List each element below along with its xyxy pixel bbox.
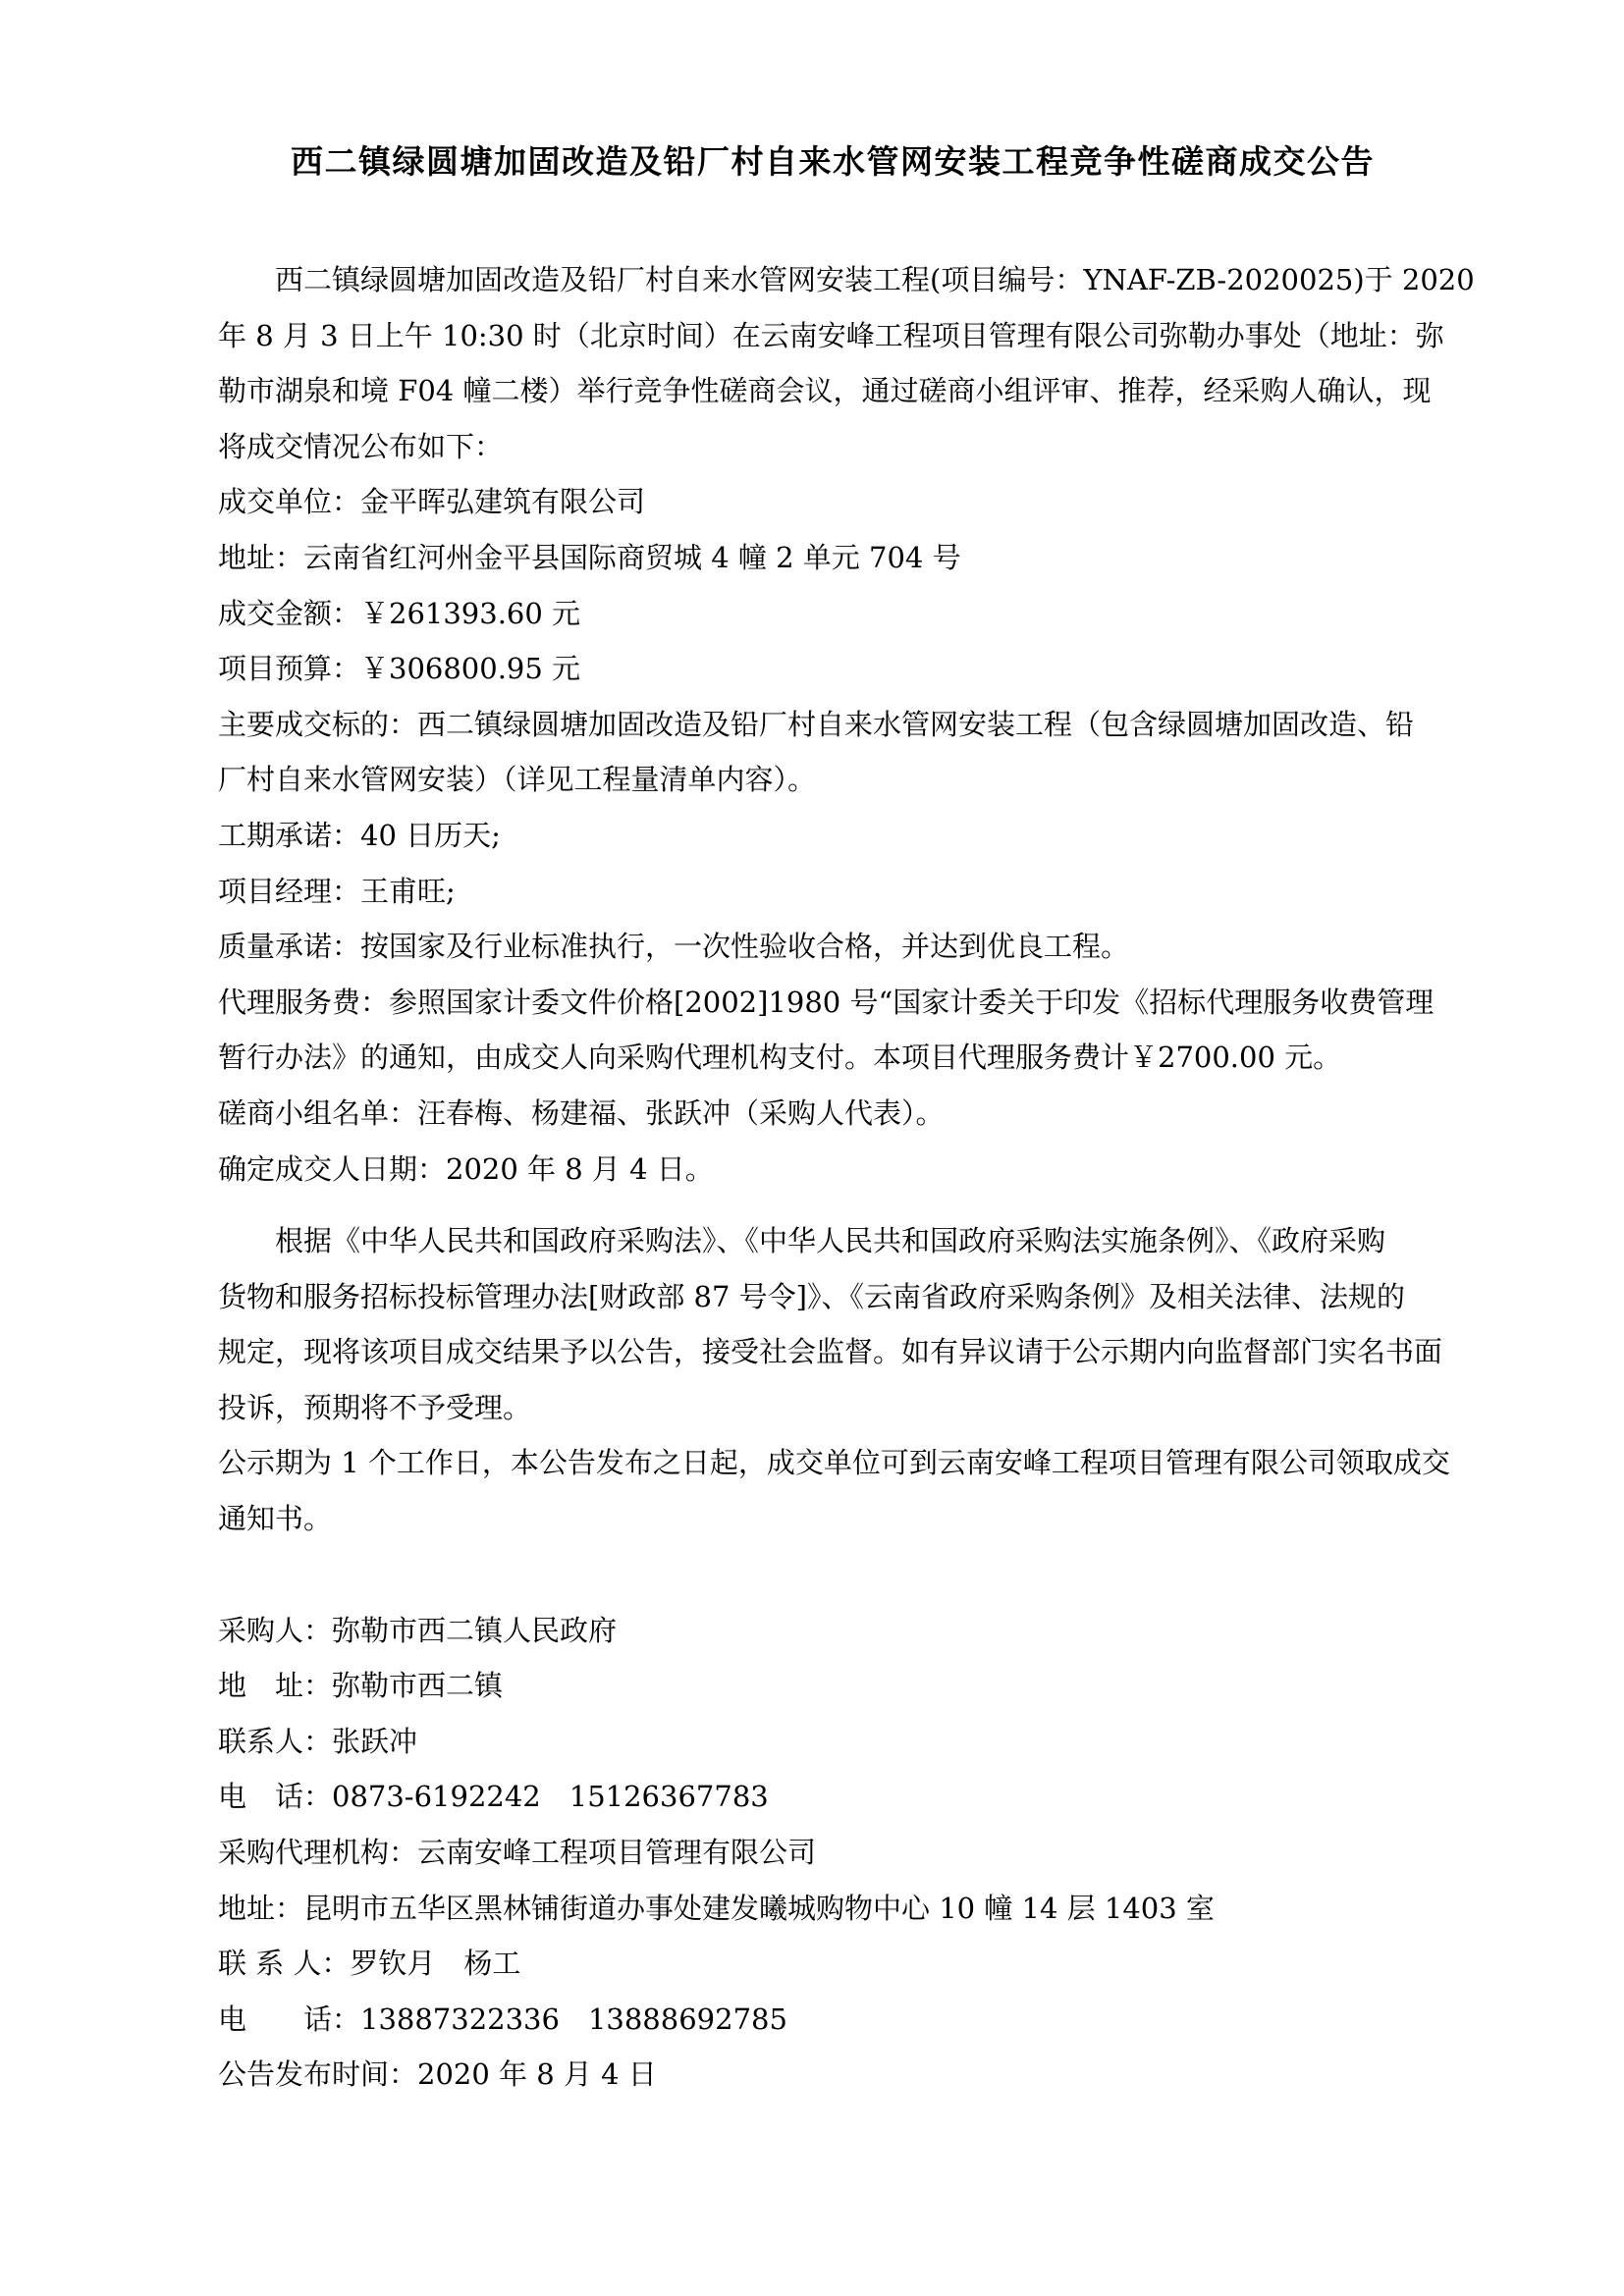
document-line: 暂行办法》的通知，由成交人向采购代理机构支付。本项目代理服务费计￥2700.00 元。 (218, 1041, 1342, 1075)
document-line: 根据《中华人民共和国政府采购法》、《中华人民共和国政府采购法实施条例》、《政府采购 (275, 1224, 1386, 1258)
document-line: 项目经理：王甫旺; (218, 874, 456, 908)
document-line: 电 话：0873-6192242 15126367783 (218, 1780, 769, 1814)
document-line: 主要成交标的：西二镇绿圆塘加固改造及铅厂村自来水管网安装工程（包含绿圆塘加固改造、铅 (218, 707, 1415, 741)
document-line: 公告发布时间：2020 年 8 月 4 日 (218, 2057, 657, 2092)
document-line: 规定，现将该项目成交结果予以公告，接受社会监督。如有异议请于公示期内向监督部门实名书面 (218, 1335, 1443, 1369)
document-line: 年 8 月 3 日上午 10:30 时（北京时间）在云南安峰工程项目管理有限公司弥勒办事处（地址：弥 (218, 318, 1444, 352)
document-line: 厂村自来水管网安装）（详见工程量清单内容）。 (218, 763, 817, 797)
document-title: 西二镇绿圆塘加固改造及铅厂村自来水管网安装工程竞争性磋商成交公告 (291, 142, 1375, 181)
document-line: 联系人：张跃冲 (218, 1724, 418, 1758)
document-line: 质量承诺：按国家及行业标准执行，一次性验收合格，并达到优良工程。 (218, 930, 1130, 964)
document-line: 地址：昆明市五华区黑林铺街道办事处建发曦城购物中心 10 幢 14 层 1403 室 (218, 1891, 1215, 1925)
document-line: 确定成交人日期：2020 年 8 月 4 日。 (218, 1151, 714, 1186)
document-line: 地 址：弥勒市西二镇 (218, 1669, 504, 1703)
document-line: 地址：云南省红河州金平县国际商贸城 4 幢 2 单元 704 号 (218, 540, 961, 574)
document-line: 将成交情况公布如下： (218, 429, 504, 463)
document-line: 采购代理机构：云南安峰工程项目管理有限公司 (218, 1836, 817, 1870)
document-body (218, 252, 1475, 2103)
document-line: 成交金额：￥261393.60 元 (218, 596, 581, 630)
document-line: 联 系 人：罗钦月 杨工 (218, 1947, 521, 1981)
document-line: 项目预算：￥306800.95 元 (218, 652, 581, 686)
document-line: 电 话：13887322336 13888692785 (218, 2002, 787, 2036)
document-line: 成交单位：金平晖弘建筑有限公司 (218, 485, 646, 519)
document-line: 通知书。 (218, 1502, 333, 1536)
document-line: 投诉，预期将不予受理。 (218, 1390, 532, 1424)
document-line: 西二镇绿圆塘加固改造及铅厂村自来水管网安装工程(项目编号：YNAF-ZB-2020025)于 2020 (275, 263, 1475, 296)
document-line: 代理服务费：参照国家计委文件价格[2002]1980 号“国家计委关于印发《招标代理服务收费管理 (218, 985, 1435, 1019)
document-line: 采购人：弥勒市西二镇人民政府 (218, 1613, 618, 1647)
document-line: 磋商小组名单：汪春梅、杨建福、张跃冲（采购人代表）。 (218, 1095, 945, 1130)
document-line: 公示期为 1 个工作日，本公告发布之日起，成交单位可到云南安峰工程项目管理有限公司领取成交 (218, 1446, 1450, 1480)
document-line: 勒市湖泉和境 F04 幢二楼）举行竞争性磋商会议，通过磋商小组评审、推荐，经采购人确认，现 (218, 374, 1432, 408)
document-line: 货物和服务招标投标管理办法[财政部 87 号令]》、《云南省政府采购条例》及相关法律、法规的 (218, 1279, 1405, 1313)
document-line: 工期承诺：40 日历天; (218, 818, 501, 852)
